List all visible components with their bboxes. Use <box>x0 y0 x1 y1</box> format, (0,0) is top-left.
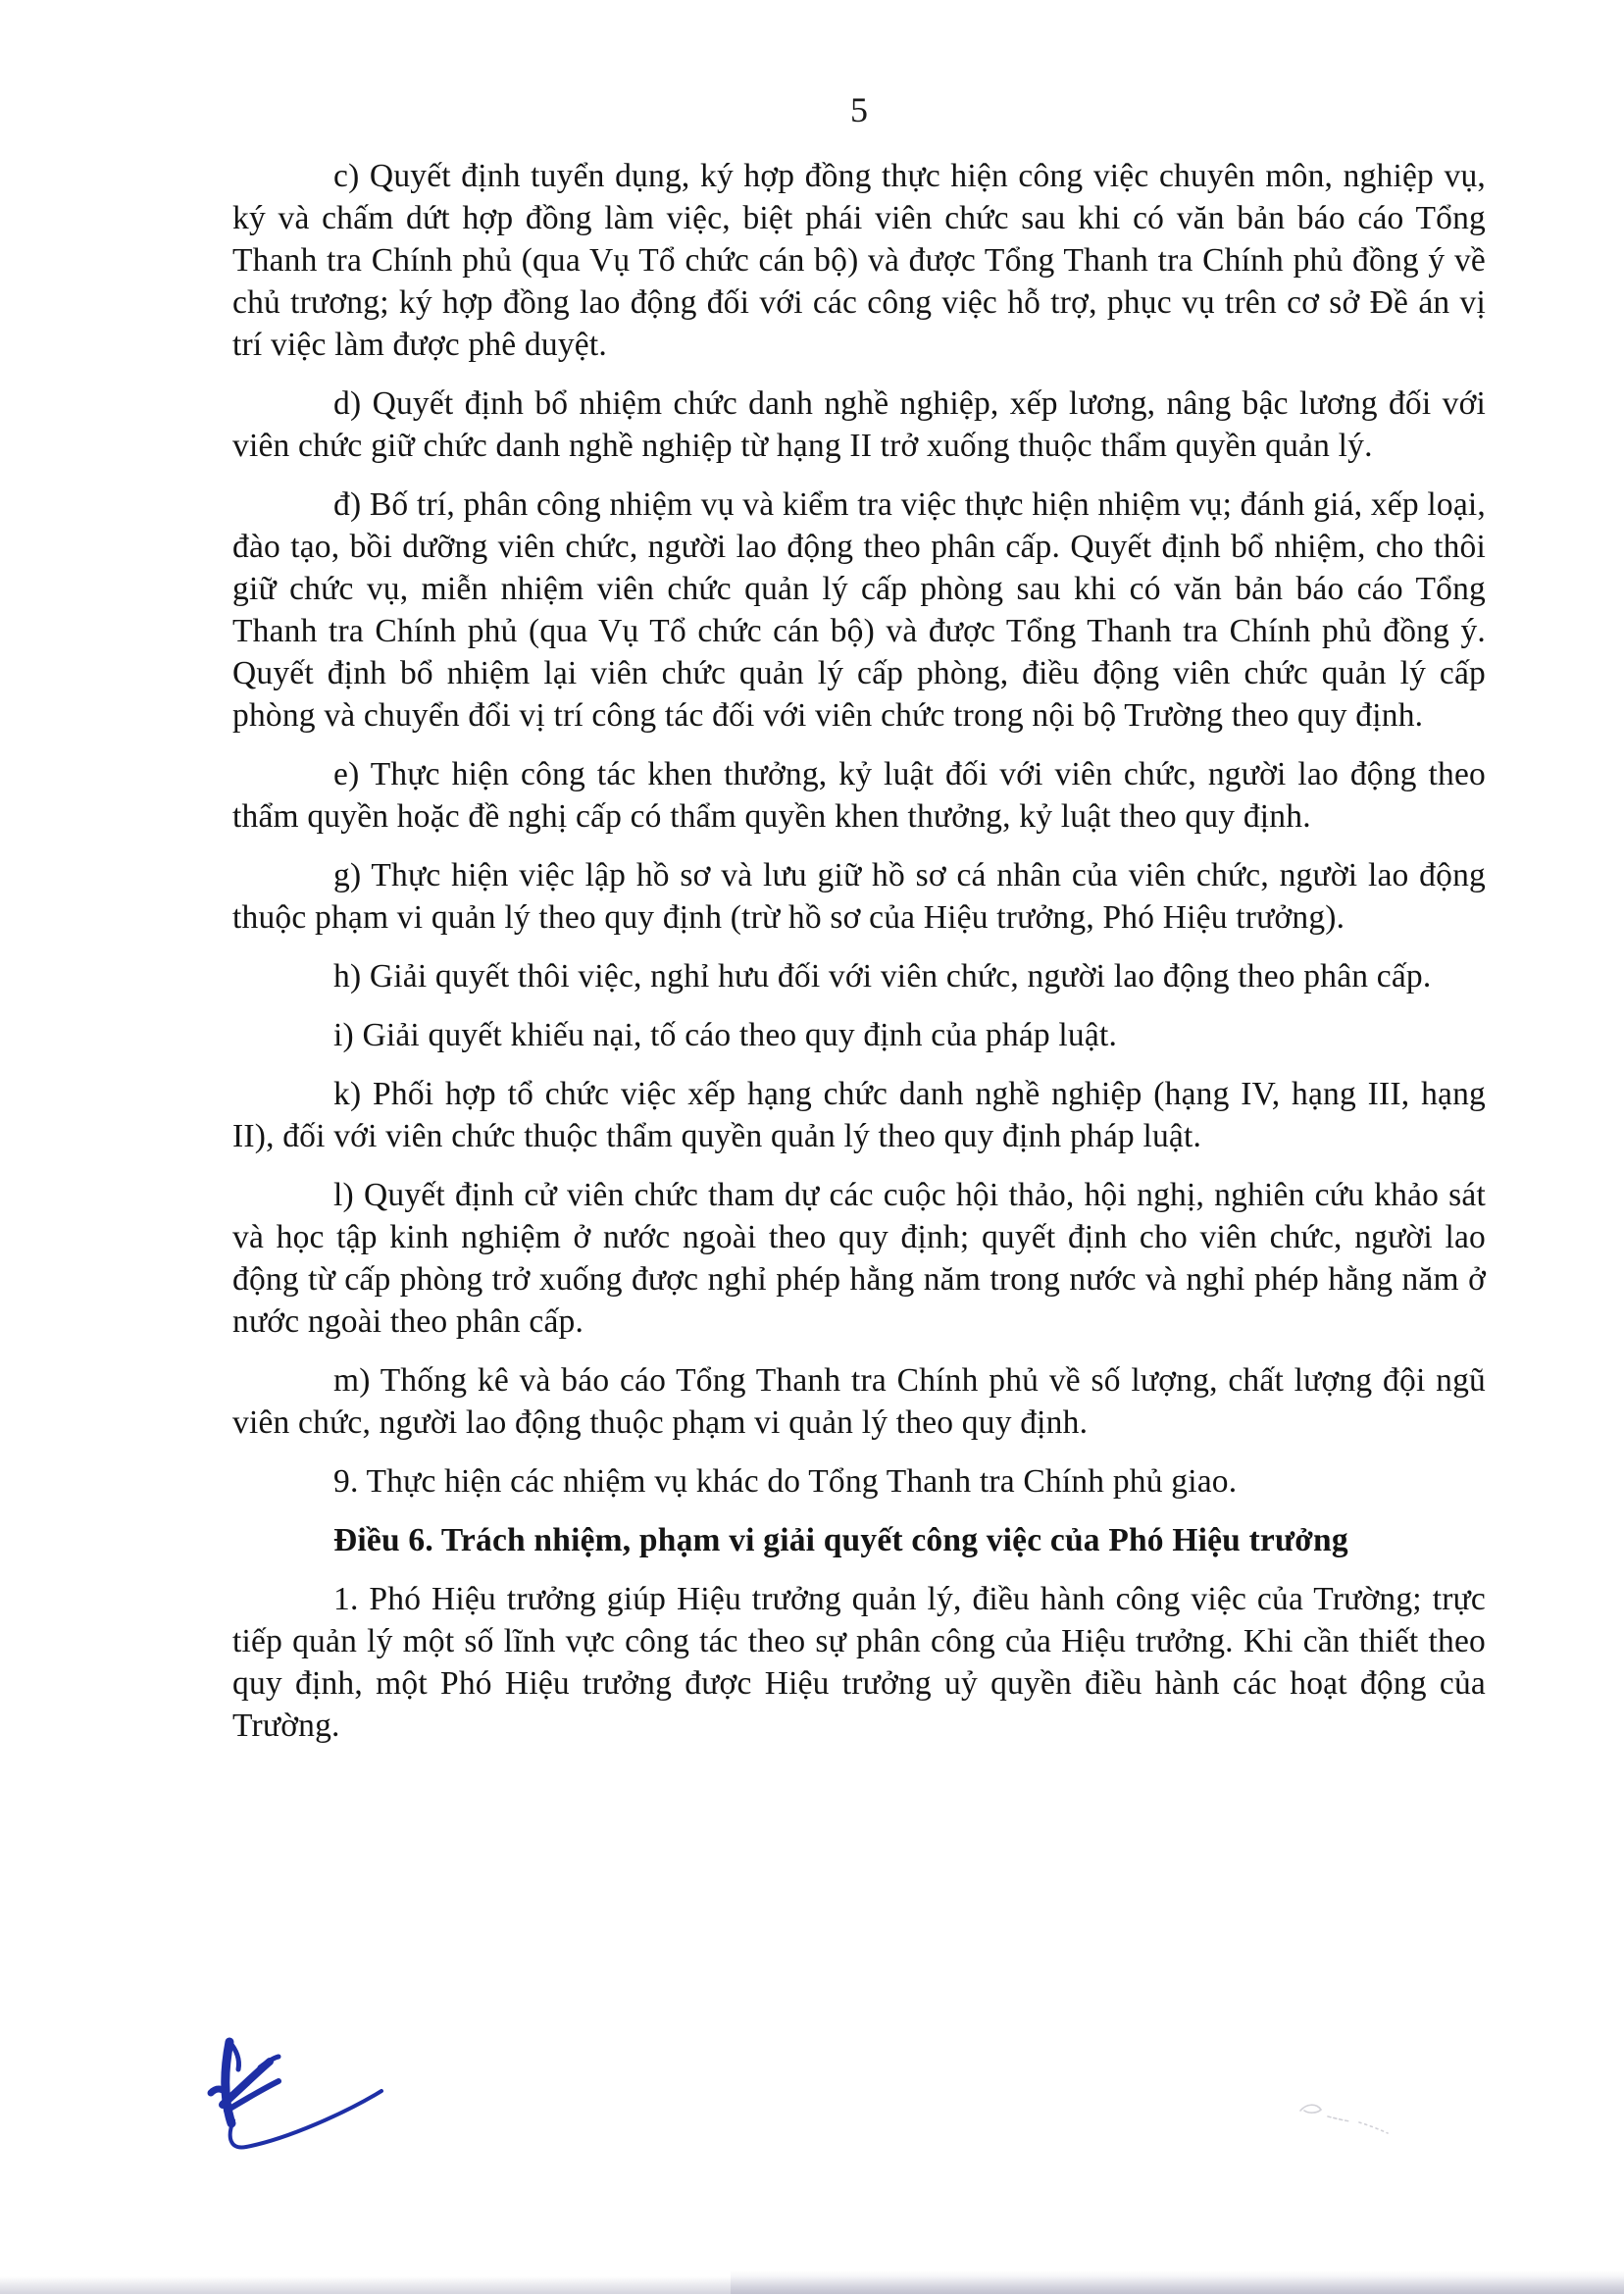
paragraph-g: g) Thực hiện việc lập hồ sơ và lưu giữ hồ sơ cá nhân của viên chức, người lao động thuộc phạm vi quản lý theo quy định (trừ hồ sơ của Hiệu trưởng, Phó Hiệu trưởng). <box>232 857 1486 936</box>
paragraph-h: h) Giải quyết thôi việc, nghỉ hưu đối với viên chức, người lao động theo phân cấp. <box>333 958 1432 994</box>
paragraph-c: c) Quyết định tuyển dụng, ký hợp đồng thực hiện công việc chuyên môn, nghiệp vụ, ký và chấm dứt hợp đồng làm việc, biệt phái viên chức sau khi có văn bản báo cáo Tổng Thanh tra Chính phủ (qua Vụ Tổ chức cán bộ) và được Tổng Thanh tra Chính phủ đồng ý về chủ trương; ký hợp đồng lao động đối với các công việc hỗ trợ, phục vụ trên cơ sở Đề án vị trí việc làm được phê duyệt. <box>232 158 1486 363</box>
pencil-smudge <box>1294 2099 1412 2143</box>
paragraph-m: m) Thống kê và báo cáo Tổng Thanh tra Chính phủ về số lượng, chất lượng đội ngũ viên chức, người lao động thuộc phạm vi quản lý theo quy định. <box>232 1362 1486 1441</box>
signature-ink <box>201 2030 392 2163</box>
paragraph-9: 9. Thực hiện các nhiệm vụ khác do Tổng Thanh tra Chính phủ giao. <box>333 1463 1238 1500</box>
section-heading-dieu-6: Điều 6. Trách nhiệm, phạm vi giải quyết công việc của Phó Hiệu trưởng <box>333 1522 1348 1558</box>
paragraph-d: d) Quyết định bổ nhiệm chức danh nghề nghiệp, xếp lương, nâng bậc lương đối với viên chức giữ chức danh nghề nghiệp từ hạng II trở xuống thuộc thẩm quyền quản lý. <box>232 385 1486 464</box>
paragraph-l: l) Quyết định cử viên chức tham dự các cuộc hội thảo, hội nghị, nghiên cứu khảo sát và học tập kinh nghiệm ở nước ngoài theo quy định; quyết định cho viên chức, người lao động từ cấp phòng trở xuống được nghỉ phép hằng năm trong nước và nghỉ phép hằng năm ở nước ngoài theo phân cấp. <box>232 1177 1486 1340</box>
paragraph-e: e) Thực hiện công tác khen thưởng, kỷ luật đối với viên chức, người lao động theo thẩm quyền hoặc đề nghị cấp có thẩm quyền khen thưởng, kỷ luật theo quy định. <box>232 756 1486 835</box>
page-number: 5 <box>850 90 868 129</box>
document-body <box>232 155 1486 1763</box>
scan-edge-band <box>0 2276 1624 2294</box>
paragraph-1-pho-hieu-truong: 1. Phó Hiệu trưởng giúp Hiệu trưởng quản lý, điều hành công việc của Trường; trực tiếp quản lý một số lĩnh vực công tác theo sự phân công của Hiệu trưởng. Khi cần thiết theo quy định, một Phó Hiệu trưởng được Hiệu trưởng uỷ quyền điều hành các hoạt động của Trường. <box>232 1581 1486 1744</box>
paragraph-i: i) Giải quyết khiếu nại, tố cáo theo quy định của pháp luật. <box>333 1017 1118 1053</box>
paragraph-k: k) Phối hợp tổ chức việc xếp hạng chức danh nghề nghiệp (hạng IV, hạng III, hạng II), đối với viên chức thuộc thẩm quyền quản lý theo quy định pháp luật. <box>232 1076 1486 1154</box>
paragraph-dd: đ) Bố trí, phân công nhiệm vụ và kiểm tra việc thực hiện nhiệm vụ; đánh giá, xếp loại, đào tạo, bồi dưỡng viên chức, người lao động theo phân cấp. Quyết định bổ nhiệm, cho thôi giữ chức vụ, miễn nhiệm viên chức quản lý cấp phòng sau khi có văn bản báo cáo Tổng Thanh tra Chính phủ (qua Vụ Tổ chức cán bộ) và được Tổng Thanh tra Chính phủ đồng ý. Quyết định bổ nhiệm lại viên chức quản lý cấp phòng, điều động viên chức quản lý cấp phòng và chuyển đổi vị trí công tác đối với viên chức trong nội bộ Trường theo quy định. <box>232 486 1486 734</box>
